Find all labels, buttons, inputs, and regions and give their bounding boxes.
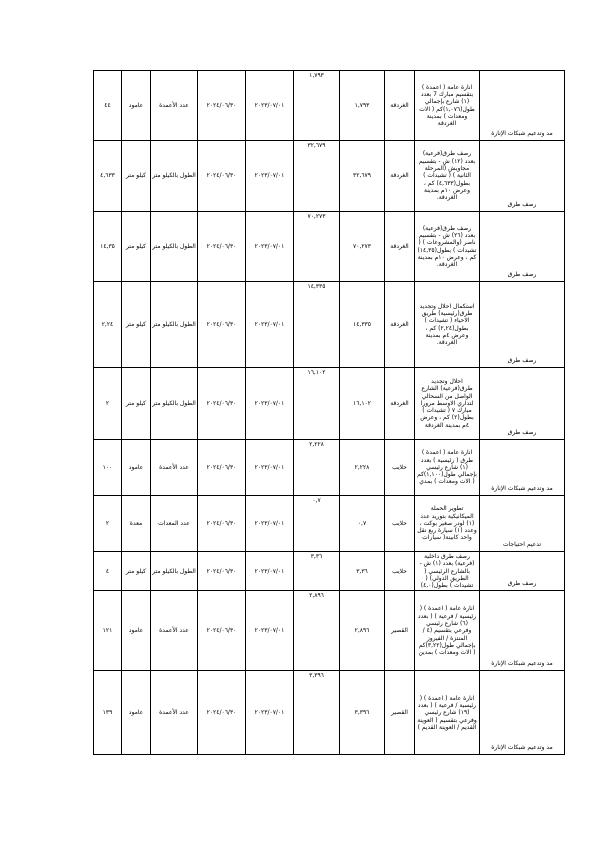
description-cell: انارة عامة ( اعمدة ) ( رئيسية / فرعية ) ( بعدد (١٩) شارع رئيسي وفرعي بتقسيم ( العوينة القديم / العوينة القديم ) xyxy=(415,671,480,755)
value-top-cell: ٣٢,٦٧٩ xyxy=(294,141,340,212)
end-date-cell: ٢٠٢٤/٠٦/٣٠ xyxy=(198,591,246,671)
quantity-cell: ٢,٢٤ xyxy=(94,282,122,368)
table-row xyxy=(94,552,565,591)
start-date-cell: ٢٠٢٣/٠٧/٠١ xyxy=(246,552,294,591)
value-top-cell: ٠,٧ xyxy=(294,496,340,552)
end-date-cell: ٢٠٢٤/٠٦/٣٠ xyxy=(198,496,246,552)
activity-cell: تدعيم احتياجات xyxy=(480,496,565,552)
table-row xyxy=(94,71,565,141)
end-date-cell: ٢٠٢٤/٠٦/٣٠ xyxy=(198,71,246,141)
unit-cell: كيلو متر xyxy=(122,212,151,282)
unit-cell: عامود xyxy=(122,591,151,671)
description-cell: استكمال احلال وتجديد طرق(رئيسية) طريق الاحياء ( تشيدات ) بطول(٢,٢٤) كم ، وعرض ٤م بمدينة الغردقة. xyxy=(415,282,480,368)
quantity-cell: ١٠٠ xyxy=(94,440,122,496)
unit-cell: كيلو متر xyxy=(122,368,151,440)
value-top-cell: ١٤,٣٣٥ xyxy=(294,282,340,368)
city-cell: حلايب xyxy=(385,496,415,552)
start-date-cell: ٢٠٢٣/٠٧/٠١ xyxy=(246,440,294,496)
value-cell: ٧٠,٢٧٣ xyxy=(340,212,385,282)
indicator-cell: الطول بالكيلو متر xyxy=(151,552,198,591)
value-cell: ٠,٧ xyxy=(340,496,385,552)
city-cell: الغردقة xyxy=(385,368,415,440)
value-top-cell: ٣,٣٩٦ xyxy=(294,671,340,755)
end-date-cell: ٢٠٢٤/٠٦/٣٠ xyxy=(198,671,246,755)
activity-cell: مد وتدعيم شبكات الإنارة xyxy=(480,591,565,671)
value-top-cell: ٧٠,٢٧٣ xyxy=(294,212,340,282)
city-cell: الغردقة xyxy=(385,141,415,212)
unit-cell: كيلو متر xyxy=(122,552,151,591)
value-top-cell: ٣,٣٦ xyxy=(294,552,340,591)
activity-cell: مد وتدعيم شبكات الإنارة xyxy=(480,71,565,141)
table-row xyxy=(94,440,565,496)
value-cell: ١٤,٣٣٥ xyxy=(340,282,385,368)
activity-cell: رصف طرق xyxy=(480,212,565,282)
start-date-cell: ٢٠٢٣/٠٧/٠١ xyxy=(246,282,294,368)
table-row xyxy=(94,212,565,282)
activity-cell: رصف طرق xyxy=(480,282,565,368)
city-cell: الغردقة xyxy=(385,282,415,368)
indicator-cell: عدد الأعمدة xyxy=(151,71,198,141)
indicator-cell: عدد الأعمدة xyxy=(151,671,198,755)
quantity-cell: ١٢١ xyxy=(94,591,122,671)
unit-cell: كيلو متر xyxy=(122,141,151,212)
description-cell: رصف طرق(فرعية) بعدد (٢٦) ش - بتقسيم ناصر (والمشروعات ) ( تشيدات ) بطول(١٤,٣٥) كم ، وعرض ١٠م بمدينة الغردقة. xyxy=(415,212,480,282)
end-date-cell: ٢٠٢٤/٠٦/٣٠ xyxy=(198,282,246,368)
end-date-cell: ٢٠٢٤/٠٦/٣٠ xyxy=(198,440,246,496)
indicator-cell: عدد الأعمدة xyxy=(151,591,198,671)
start-date-cell: ٢٠٢٣/٠٧/٠١ xyxy=(246,141,294,212)
quantity-cell: ٤٤ xyxy=(94,71,122,141)
indicator-cell: الطول بالكيلو متر xyxy=(151,368,198,440)
city-cell: القصير xyxy=(385,671,415,755)
value-top-cell: ١,٧٩٣ xyxy=(294,71,340,141)
indicator-cell: الطول بالكيلو متر xyxy=(151,282,198,368)
table-row xyxy=(94,368,565,440)
indicator-cell: الطول بالكيلو متر xyxy=(151,141,198,212)
description-cell: انارة عامة ( اعمدة ) ( رئيسية / فرعية ) ( بعدد (٦) شارع رئيسي وفرعي بتقسيم (٤ / المنتزة / الفيروز بإجمالي طول(٣,٢٢)كم ( الات ومعدات ) بمدين xyxy=(415,591,480,671)
end-date-cell: ٢٠٢٤/٠٦/٣٠ xyxy=(198,212,246,282)
city-cell: حلايب xyxy=(385,552,415,591)
description-cell: احلال وتجديد طرق(فرعية) الشارع الواصل من السحالي لتداري الاوسط مرورا مبارك ٧ ( تشيدات ) بطول(٢) كم ، وعرض ٤م بمدينة الغردقة xyxy=(415,368,480,440)
description-cell: انارة عامة ( اعمدة ) طرق ( رئيسية ) بعدد (١) شارع رئيسي بإجمالي طول(١,١٠٠)كم ( الات ومعدات ) بمدي xyxy=(415,440,480,496)
table-row xyxy=(94,282,565,368)
value-cell: ١٦,١٠٢ xyxy=(340,368,385,440)
table-row xyxy=(94,141,565,212)
description-cell: تطوير الحملة الميكانيكية بتوريد عدد (١) لودر صغير بوكت ، وعدد (١) سيارة ربع نقل واحد كابينة( سيارات xyxy=(415,496,480,552)
quantity-cell: ١٤,٣٥ xyxy=(94,212,122,282)
value-cell: ٣,٣٦ xyxy=(340,552,385,591)
indicator-cell: عدد الأعمدة xyxy=(151,440,198,496)
city-cell: الغردقة xyxy=(385,71,415,141)
value-cell: ٣,٣٩٦ xyxy=(340,671,385,755)
description-cell: انارة عامة ( اعمدة ) بتقسيم مبارك 7 بعدد (١) شارع بإجمالي طول(١,٠٧٦)كم ( الات ومعدات ) بمدينة الغردقة xyxy=(415,71,480,141)
quantity-cell: ٢ xyxy=(94,368,122,440)
city-cell: الغردقة xyxy=(385,212,415,282)
table-body xyxy=(94,71,565,755)
activity-cell: مد وتدعيم شبكات الإنارة xyxy=(480,671,565,755)
activity-cell: رصف طرق xyxy=(480,141,565,212)
value-cell: ٣٢,٦٧٩ xyxy=(340,141,385,212)
value-cell: ٢,٢٢٨ xyxy=(340,440,385,496)
unit-cell: كيلو متر xyxy=(122,282,151,368)
city-cell: حلايب xyxy=(385,440,415,496)
start-date-cell: ٢٠٢٣/٠٧/٠١ xyxy=(246,71,294,141)
quantity-cell: ٢ xyxy=(94,496,122,552)
description-cell: رصف طرق(فرعية) بعدد (١٢) ش - بتقسيم مجاويش (المرحلة الثانية ) ( تشيدات ) بطول(٤,٦٣٣) كم ، وعرض ١٠م بمدينة الغردقة. xyxy=(415,141,480,212)
start-date-cell: ٢٠٢٣/٠٧/٠١ xyxy=(246,671,294,755)
value-top-cell: ١٦,١٠٢ xyxy=(294,368,340,440)
unit-cell: عامود xyxy=(122,671,151,755)
table-row xyxy=(94,591,565,671)
table-row xyxy=(94,496,565,552)
description-cell: رصف طرق داخلية (فرعية) بعدد (١) ش - بالشارع الرئيسي ( الطريق الدولي) ( تشيدات ) بطول(٤,٠) xyxy=(415,552,480,591)
value-top-cell: ٢,٢٢٨ xyxy=(294,440,340,496)
document-page xyxy=(93,70,564,755)
value-cell: ١,٧٩٣ xyxy=(340,71,385,141)
indicator-cell: عدد المعدات xyxy=(151,496,198,552)
unit-cell: عامود xyxy=(122,440,151,496)
value-top-cell: ٢,٨٩٦ xyxy=(294,591,340,671)
end-date-cell: ٢٠٢٤/٠٦/٣٠ xyxy=(198,368,246,440)
quantity-cell: ٤ xyxy=(94,552,122,591)
end-date-cell: ٢٠٢٤/٠٦/٣٠ xyxy=(198,141,246,212)
start-date-cell: ٢٠٢٣/٠٧/٠١ xyxy=(246,591,294,671)
quantity-cell: ١٣٩ xyxy=(94,671,122,755)
value-cell: ٢,٨٩٦ xyxy=(340,591,385,671)
table-row xyxy=(94,671,565,755)
activity-cell: رصف طرق xyxy=(480,552,565,591)
city-cell: القصير xyxy=(385,591,415,671)
unit-cell: عامود xyxy=(122,71,151,141)
start-date-cell: ٢٠٢٣/٠٧/٠١ xyxy=(246,496,294,552)
start-date-cell: ٢٠٢٣/٠٧/٠١ xyxy=(246,368,294,440)
activity-cell: رصف طرق xyxy=(480,368,565,440)
quantity-cell: ٤,٦٣٣ xyxy=(94,141,122,212)
indicator-cell: الطول بالكيلو متر xyxy=(151,212,198,282)
projects-table xyxy=(93,70,565,755)
unit-cell: معدة xyxy=(122,496,151,552)
end-date-cell: ٢٠٢٤/٠٦/٣٠ xyxy=(198,552,246,591)
start-date-cell: ٢٠٢٣/٠٧/٠١ xyxy=(246,212,294,282)
activity-cell: مد وتدعيم شبكات الإنارة xyxy=(480,440,565,496)
